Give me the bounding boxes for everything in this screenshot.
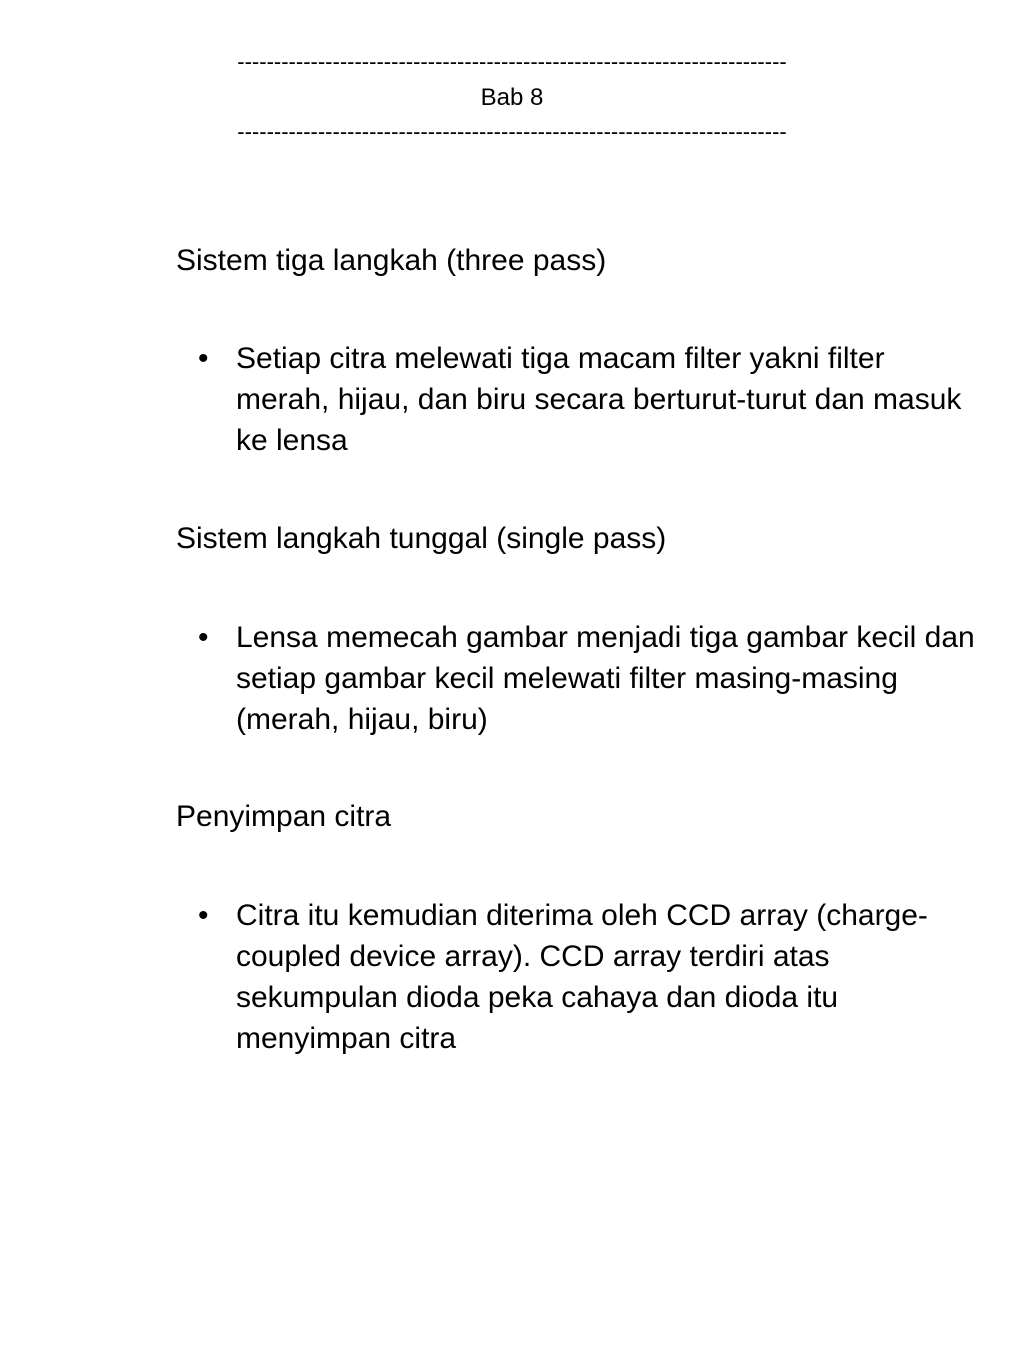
header-rule-bottom: --------------------------------------------------------------------------- bbox=[237, 120, 787, 144]
header-rule-top: --------------------------------------------------------------------------- bbox=[237, 50, 787, 74]
bullet-text: Citra itu kemudian diterima oleh CCD array (charge-coupled device array). CCD array terdiri atas sekumpulan dioda peka cahaya dan dioda itu menyimpan citra bbox=[236, 899, 928, 1055]
bullet-single-pass bbox=[198, 617, 978, 740]
bullet-mark: • bbox=[198, 899, 209, 932]
bullet-image-storage bbox=[198, 895, 978, 1059]
bullet-text: Setiap citra melewati tiga macam filter yakni filter merah, hijau, dan biru secara berturut-turut dan masuk ke lensa bbox=[236, 342, 962, 457]
section-heading-image-storage: Penyimpan citra bbox=[176, 800, 392, 833]
section-heading-three-pass: Sistem tiga langkah (three pass) bbox=[176, 244, 607, 277]
bullet-three-pass bbox=[198, 338, 978, 461]
bullet-mark: • bbox=[198, 342, 209, 375]
section-heading-single-pass: Sistem langkah tunggal (single pass) bbox=[176, 522, 667, 555]
bullet-mark: • bbox=[198, 621, 209, 654]
bullet-text: Lensa memecah gambar menjadi tiga gambar kecil dan setiap gambar kecil melewati filter masing-masing (merah, hijau, biru) bbox=[236, 621, 975, 736]
chapter-title: Bab 8 bbox=[480, 84, 544, 111]
